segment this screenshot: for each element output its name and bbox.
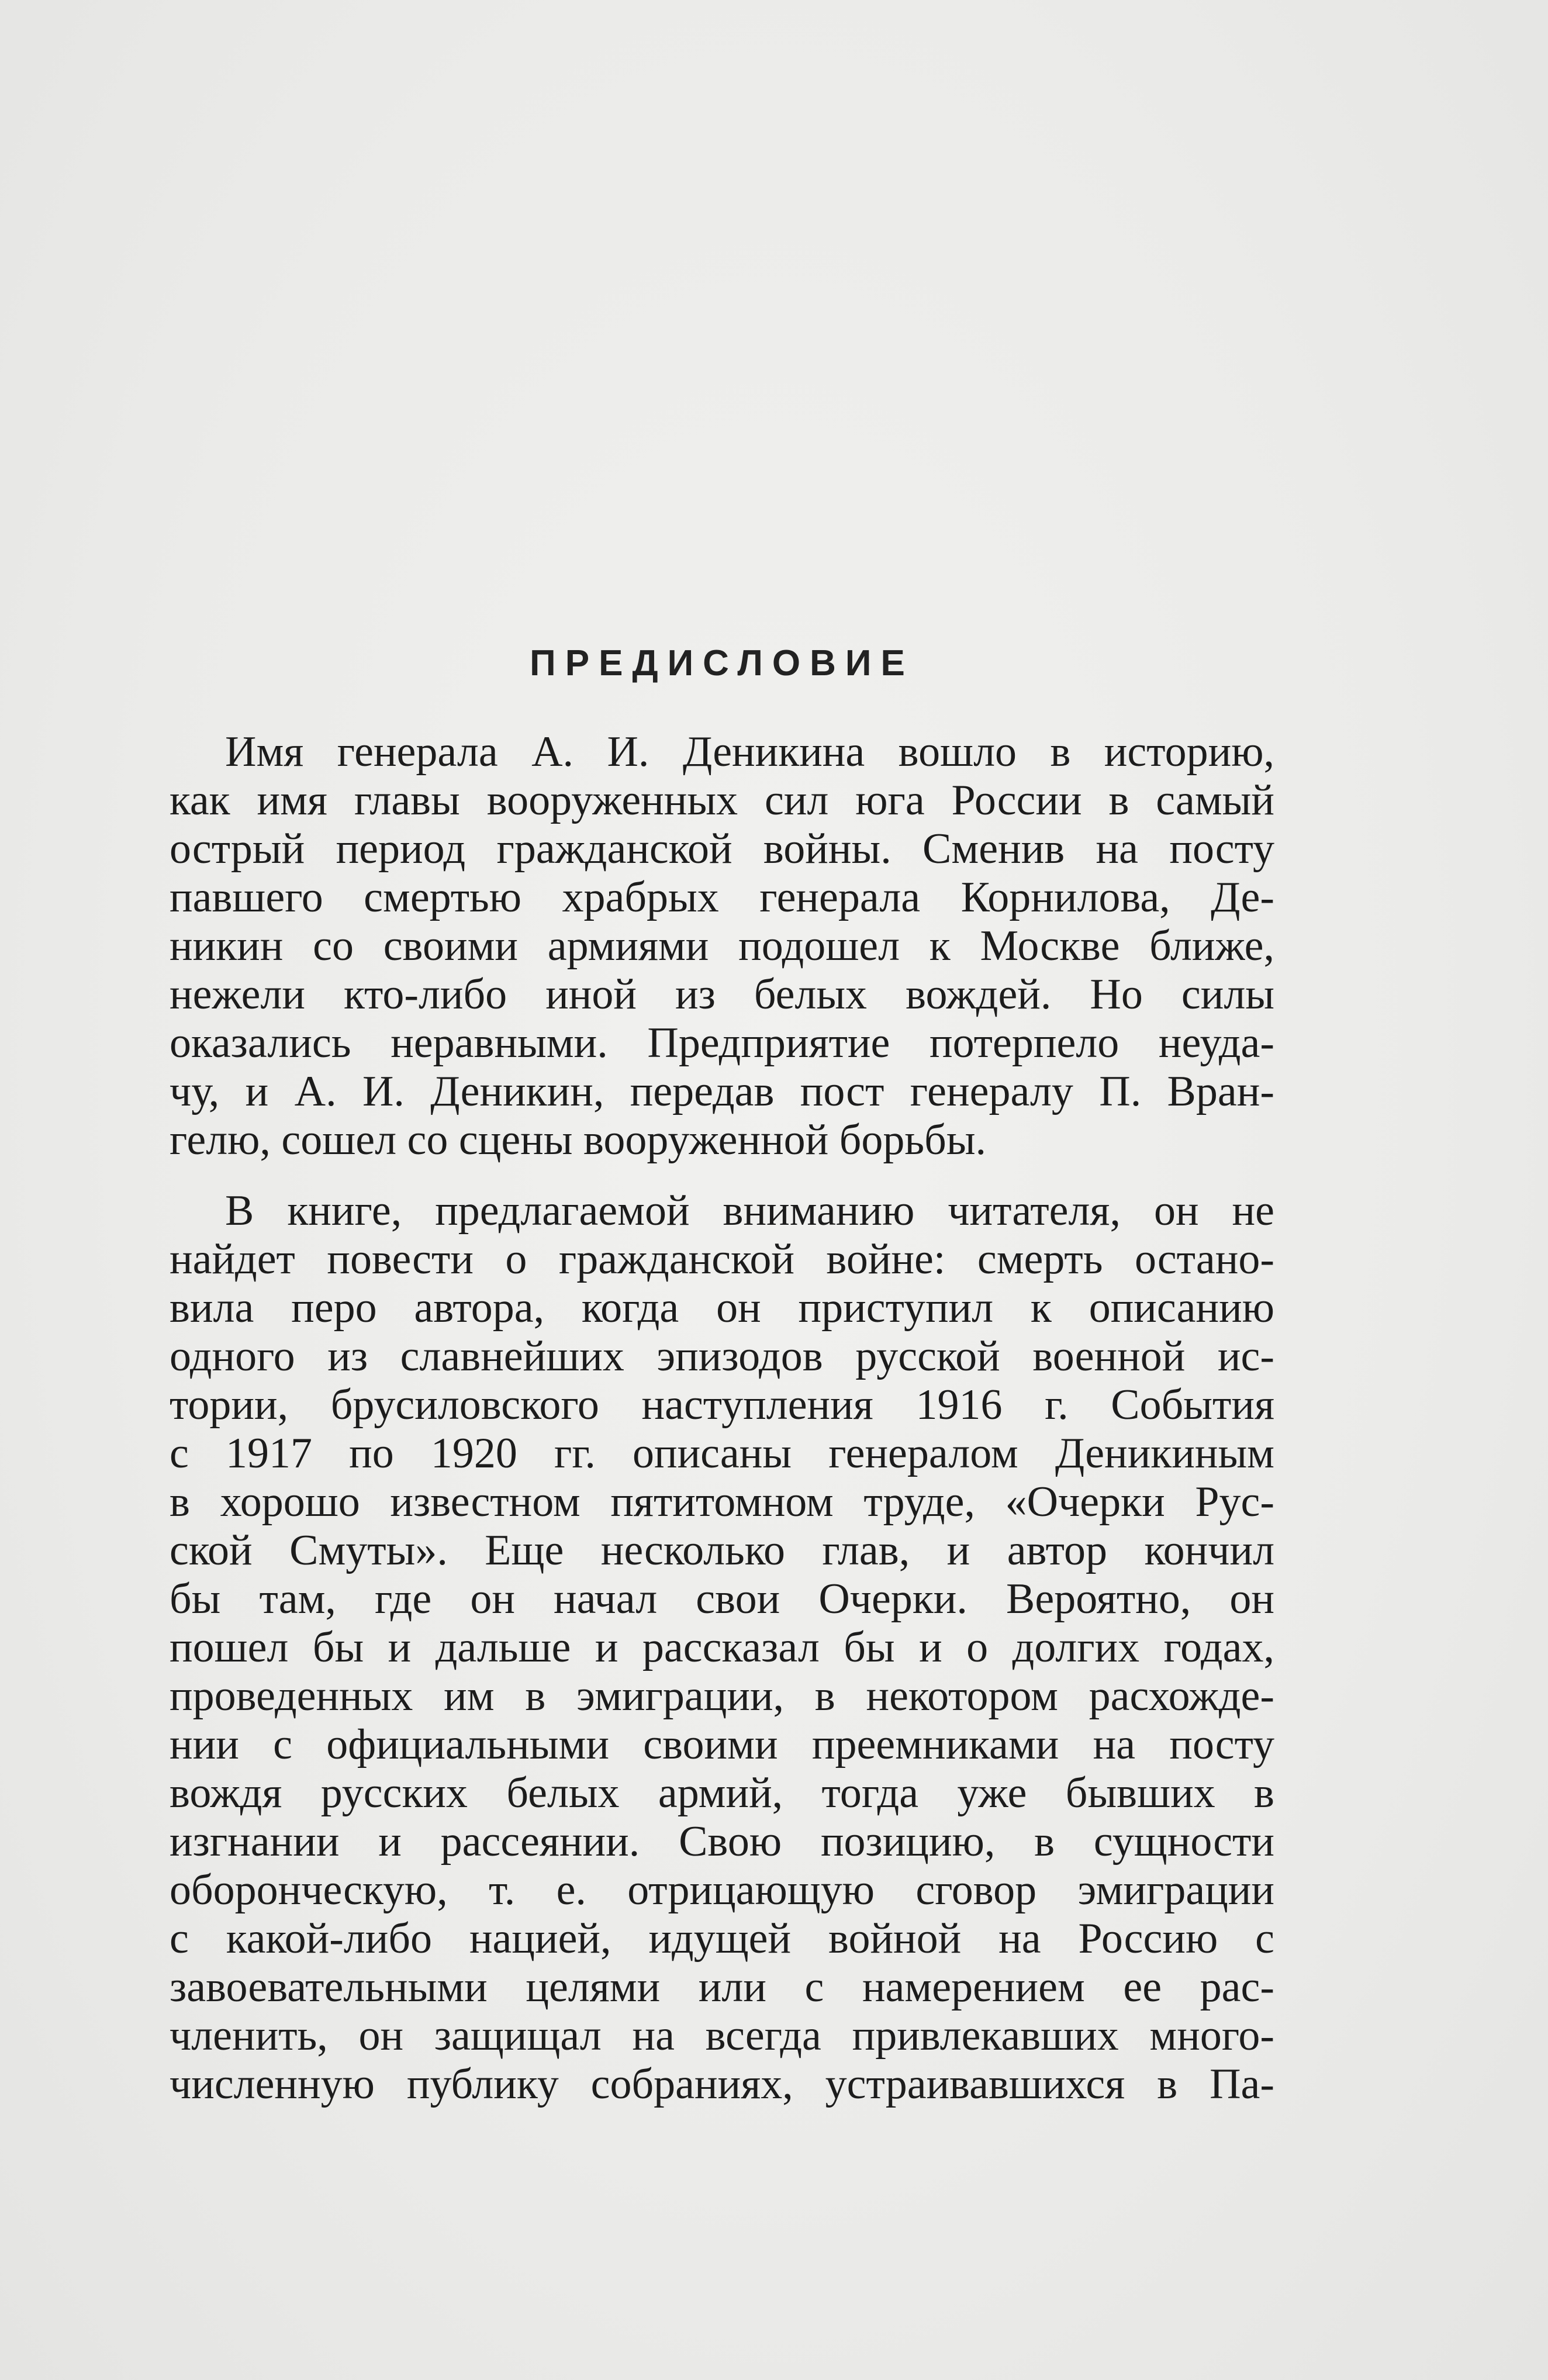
paragraph-2 (170, 1187, 1274, 2109)
text-line: острый период гражданской войны. Сменив на посту (170, 825, 1274, 873)
text-line: вила перо автора, когда он приступил к описанию (170, 1284, 1274, 1332)
preface-text-block (170, 637, 1274, 2109)
text-line: бы там, где он начал свои Очерки. Вероятно, он (170, 1575, 1274, 1623)
text-line: павшего смертью храбрых генерала Корнилова, Де- (170, 873, 1274, 921)
text-line: Имя генерала А. И. Деникина вошло в историю, (225, 728, 1274, 776)
text-line: тории, брусиловского наступления 1916 г. События (170, 1381, 1274, 1429)
text-line: нии с официальными своими преемниками на посту (170, 1721, 1274, 1768)
text-line: в хорошо известном пятитомном труде, «Очерки Рус- (170, 1478, 1274, 1526)
text-line: с какой-либо нацией, идущей войной на Россию с (170, 1915, 1274, 1963)
text-line: найдет повести о гражданской войне: смерть остано- (170, 1235, 1274, 1283)
text-line: оборонческую, т. е. отрицающую сговор эмиграции (170, 1866, 1274, 1914)
text-line: с 1917 по 1920 гг. описаны генералом Деникиным (170, 1429, 1274, 1477)
text-line: как имя главы вооруженных сил юга России в самый (170, 776, 1274, 824)
page-title: ПРЕДИСЛОВИЕ (530, 643, 914, 683)
paragraph-1 (170, 728, 1274, 1165)
text-line: оказались неравными. Предприятие потерпело неуда- (170, 1019, 1274, 1067)
text-line: В книге, предлагаемой вниманию читателя, он не (225, 1187, 1274, 1235)
text-line: гелю, сошел со сцены вооруженной борьбы. (170, 1116, 987, 1164)
text-line: вождя русских белых армий, тогда уже бывших в (170, 1769, 1274, 1817)
text-line: никин со своими армиями подошел к Москве ближе, (170, 922, 1274, 970)
text-line: проведенных им в эмиграции, в некотором расхожде- (170, 1672, 1274, 1720)
text-line: ской Смуты». Еще несколько глав, и автор кончил (170, 1526, 1274, 1574)
text-line: численную публику собраниях, устраивавшихся в Па- (170, 2060, 1274, 2108)
text-line: членить, он защищал на всегда привлекавших много- (170, 2012, 1274, 2060)
text-line: одного из славнейших эпизодов русской военной ис- (170, 1332, 1274, 1380)
text-line: чу, и А. И. Деникин, передав пост генералу П. Вран- (170, 1068, 1274, 1115)
text-line: изгнании и рассеянии. Свою позицию, в сущности (170, 1818, 1274, 1866)
paragraph-spacer (170, 1165, 1274, 1187)
text-line: пошел бы и дальше и рассказал бы и о долгих годах, (170, 1623, 1274, 1671)
text-line: завоевательными целями или с намерением ее рас- (170, 1963, 1274, 2011)
text-line: нежели кто-либо иной из белых вождей. Но силы (170, 970, 1274, 1018)
